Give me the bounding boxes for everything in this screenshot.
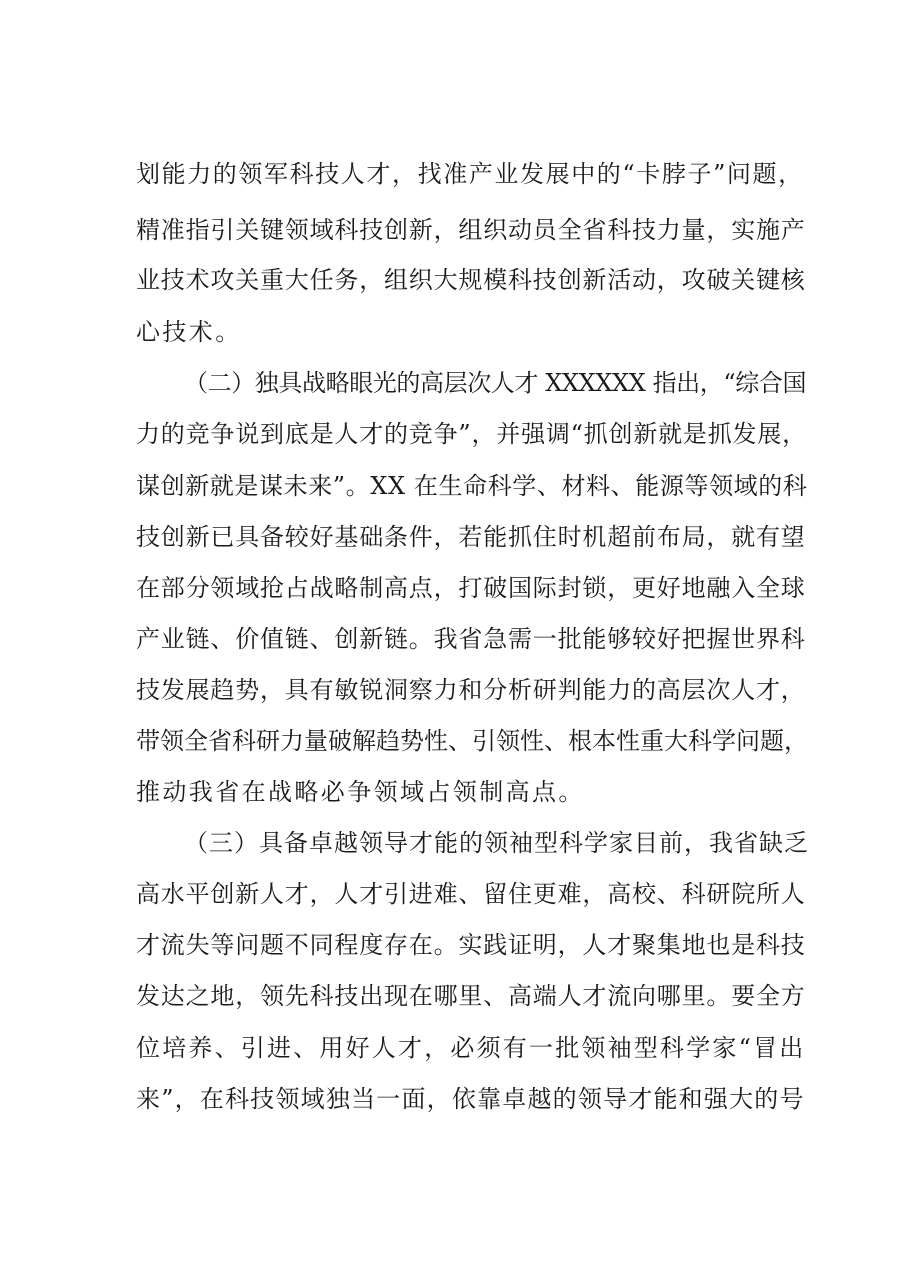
paragraph-3-line-6: 来”，在科技领域独当一面，依靠卓越的领导才能和强大的号 — [136, 1085, 805, 1113]
paragraph-2-line-7: 技发展趋势，具有敏锐洞察力和分析研判能力的高层次人才， — [136, 676, 806, 704]
paragraph-2-line-4: 技创新已具备较好基础条件，若能抓住时机超前布局，就有望 — [136, 523, 806, 551]
paragraph-2-line-8: 带领全省科研力量破解趋势性、引领性、根本性重大科学问题， — [136, 727, 808, 755]
paragraph-1-line-1: 划能力的领军科技人才，找准产业发展中的“卡脖子”问题， — [136, 160, 804, 188]
paragraph-1-line-2: 精准指引关键领域科技创新，组织动员全省科技力量，实施产 — [136, 216, 806, 244]
paragraph-2-line-6: 产业链、价值链、创新链。我省急需一批能够较好把握世界科 — [136, 625, 806, 653]
paragraph-2-line-9: 推动我省在战略必争领域占领制高点。 — [136, 778, 585, 806]
paragraph-3-line-3: 才流失等问题不同程度存在。实践证明，人才聚集地也是科技 — [136, 931, 806, 959]
paragraph-1-line-3: 业技术攻关重大任务，组织大规模科技创新活动，攻破关键核 — [136, 266, 806, 294]
paragraph-3-line-2: 高水平创新人才，人才引进难、留住更难，高校、科研院所人 — [136, 880, 806, 908]
paragraph-2-line-2: 力的竞争说到底是人才的竞争”，并强调“抓创新就是抓发展， — [136, 420, 807, 448]
paragraph-3-line-4: 发达之地，领先科技出现在哪里、高端人才流向哪里。要全方 — [136, 982, 806, 1010]
paragraph-2-line-1: （二）独具战略眼光的高层次人才 XXXXXX 指出，“综合国 — [184, 369, 807, 397]
paragraph-2-line-5: 在部分领域抢占战略制高点，打破国际封锁，更好地融入全球 — [136, 574, 806, 602]
paragraph-3-line-1: （三）具备卓越领导才能的领袖型科学家目前，我省缺乏 — [184, 829, 809, 857]
paragraph-2-line-3: 谋创新就是谋未来”。XX 在生命科学、材料、能源等领域的科 — [136, 472, 808, 500]
paragraph-1-line-4: 心技术。 — [136, 318, 242, 346]
paragraph-3-line-5: 位培养、引进、用好人才，必须有一批领袖型科学家“冒出 — [136, 1034, 806, 1062]
